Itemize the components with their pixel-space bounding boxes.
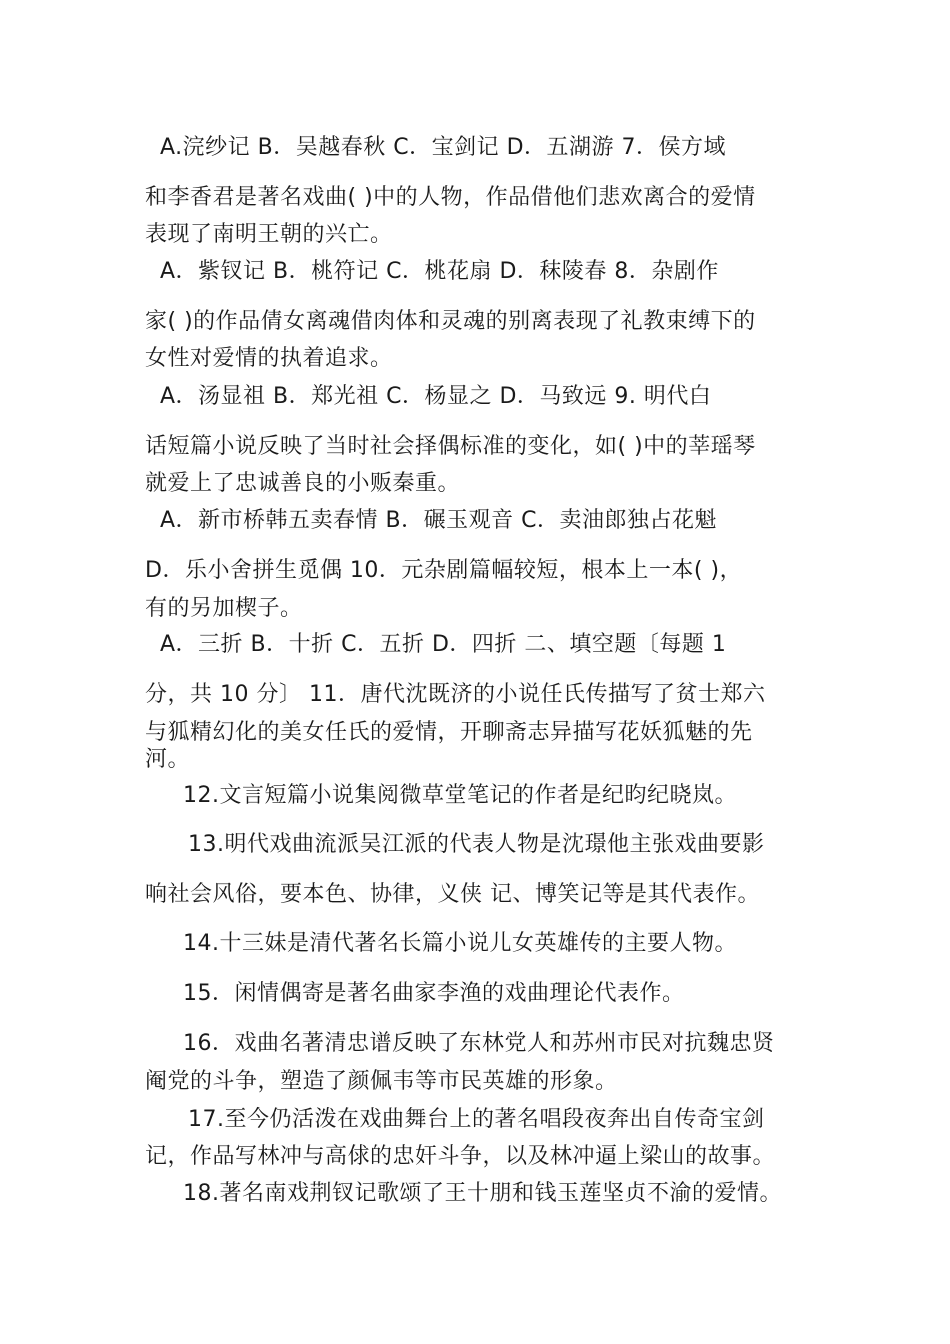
text-line: 与狐精幻化的美女任氏的爱情，开聊斋志异描写花妖狐魅的先 — [145, 720, 753, 745]
text-line: 13.明代戏曲流派吴江派的代表人物是沈璟他主张戏曲要影 — [188, 832, 765, 857]
text-line: 和李香君是著名戏曲( )中的人物，作品借他们悲欢离合的爱情 — [145, 185, 756, 210]
text-line: A.浣纱记 B．吴越春秋 C．宝剑记 D．五湖游 7．侯方域 — [160, 135, 727, 160]
text-line: 河。 — [145, 747, 191, 772]
text-line: 阉党的斗争，塑造了颜佩韦等市民英雄的形象。 — [145, 1069, 618, 1094]
text-line: A．新市桥韩五卖春情 B．碾玉观音 C．卖油郎独占花魁 — [160, 508, 717, 533]
text-line: 16．戏曲名著清忠谱反映了东林党人和苏州市民对抗魏忠贤 — [183, 1031, 775, 1056]
text-line: 分，共 10 分〕 11．唐代沈既济的小说任氏传描写了贫士郑六 — [145, 682, 766, 707]
text-line: 女性对爱情的执着追求。 — [145, 346, 393, 371]
text-line: A．三折 B．十折 C．五折 D．四折 二、填空题〔每题 1 — [160, 632, 727, 657]
text-line: 14.十三妹是清代著名长篇小说儿女英雄传的主要人物。 — [183, 931, 737, 956]
text-line: A．汤显祖 B．郑光祖 C．杨显之 D．马致远 9. 明代白 — [160, 384, 712, 409]
text-line: 18.著名南戏荆钗记歌颂了王十朋和钱玉莲坚贞不渝的爱情。 — [183, 1181, 782, 1206]
text-line: 有的另加楔子。 — [145, 596, 303, 621]
text-line: 话短篇小说反映了当时社会择偶标准的变化，如( )中的莘瑶琴 — [145, 434, 756, 459]
text-line: 表现了南明王朝的兴亡。 — [145, 222, 393, 247]
text-line: 就爱上了忠诚善良的小贩秦重。 — [145, 471, 461, 496]
text-line: 17.至今仍活泼在戏曲舞台上的著名唱段夜奔出自传奇宝剑 — [188, 1107, 765, 1132]
text-line: A．紫钗记 B．桃符记 C．桃花扇 D．秣陵春 8．杂剧作 — [160, 259, 719, 284]
text-line: 记，作品写林冲与高俅的忠奸斗争，以及林冲逼上梁山的故事。 — [145, 1144, 776, 1169]
text-line: 家( )的作品倩女离魂借肉体和灵魂的别离表现了礼教束缚下的 — [145, 309, 756, 334]
text-line: 响社会风俗，要本色、协律，义侠 记、博笑记等是其代表作。 — [145, 882, 760, 907]
text-line: D．乐小舍拼生觅偶 10．元杂剧篇幅较短，根本上一本( )， — [145, 558, 743, 583]
text-line: 15．闲情偶寄是著名曲家李渔的戏曲理论代表作。 — [183, 981, 685, 1006]
text-line: 12.文言短篇小说集阅微草堂笔记的作者是纪昀纪晓岚。 — [183, 783, 737, 808]
